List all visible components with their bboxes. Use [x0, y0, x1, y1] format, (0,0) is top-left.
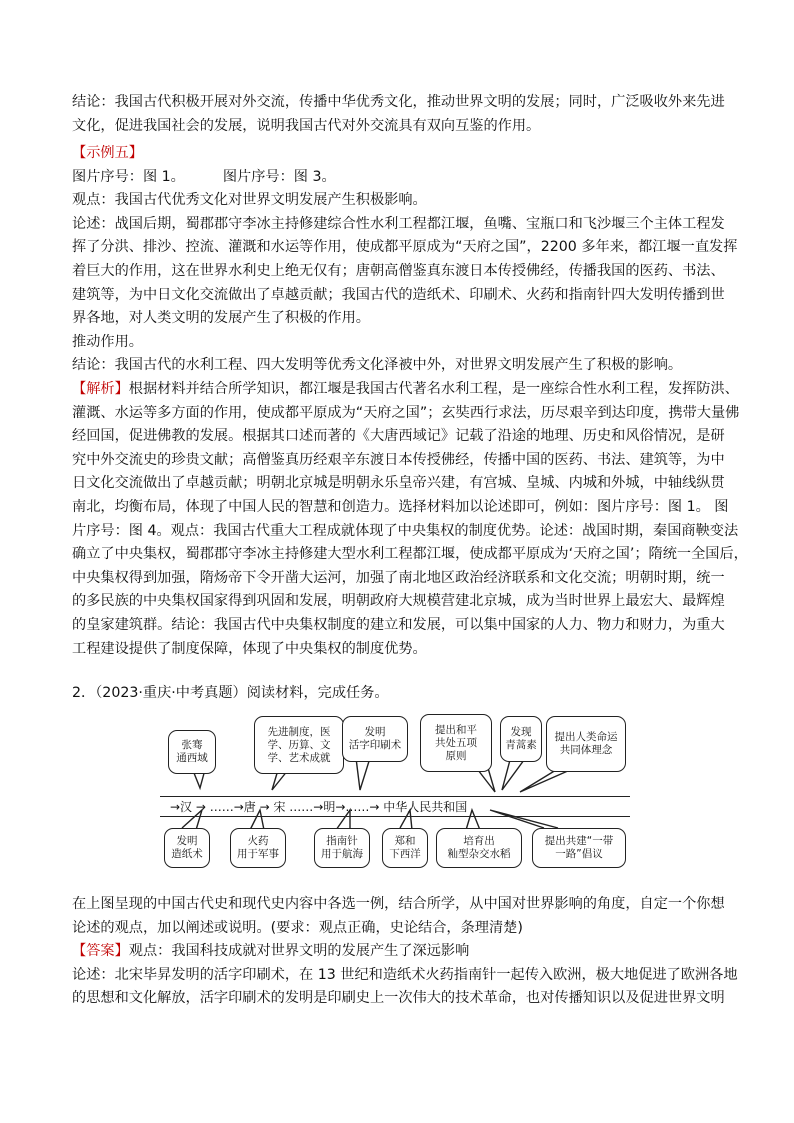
timeline-bottom-rule: [160, 816, 630, 817]
picture-number-line: [72, 166, 722, 190]
text-line: 建筑等，为中日文化交流做出了卓越贡献；我国古代的造纸术、印刷术、火药和指南针四大发明传播到世: [72, 286, 725, 303]
picture-number-1: 图片序号：图 1。: [72, 168, 185, 185]
example-five-heading: 【示例五】: [72, 145, 143, 161]
text-line: 的多民族的中央集权国家得到巩固和发展，明朝政府大规模营建北京城，成为当时世界上最宏大、最辉煌: [72, 593, 725, 610]
text-line: 中央集权得到加强，隋炀帝下令开凿大运河，加强了南北地区政治经济联系和文化交流；明朝时期，统一: [72, 569, 725, 586]
bubble-tang-achievements: 先进制度，医 学、历算、文 学、艺术成就: [254, 716, 344, 774]
task-and-answer: [72, 893, 738, 1011]
timeline-top-rule: [160, 796, 630, 797]
text-line: 着巨大的作用，这在世界水利史上绝无仅有；唐朝高僧鉴真东渡日本传授佛经，传播我国的医药、书法、: [72, 262, 725, 279]
text-line: 文化，促进我国社会的发展，说明我国古代对外交流具有双向互鉴的作用。: [72, 117, 541, 134]
bubble-papermaking: 发明 造纸术: [164, 828, 210, 868]
text-line: 结论：我国古代的水利工程、四大发明等优秀文化泽被中外，对世界文明发展产生了积极的影响。: [72, 357, 683, 374]
text-line: 挥了分洪、排沙、控流、灌溉和水运等作用，使成都平原成为“天府之国”，2200 多年来，都江堰一直发挥: [72, 239, 738, 256]
timeline-diagram: [160, 710, 630, 872]
bubble-gunpowder: 火药 用于军事: [230, 828, 286, 868]
example-five-section: [72, 142, 738, 378]
text-line: 界各地，对人类文明的发展产生了积极的作用。: [72, 310, 370, 327]
bubble-community-future: 提出人类命运 共同体理念: [546, 716, 626, 772]
analysis-label: 【解析】: [72, 381, 129, 397]
text-line: 推动作用。: [72, 333, 143, 350]
text-line: 南北，均衡布局，体现了中国人民的智慧和创造力。选择材料加以论述即可，例如：图片序号：图 1。 图: [72, 498, 729, 515]
text-line: 观点：我国古代优秀文化对世界文明发展产生积极影响。: [72, 192, 427, 209]
text-line: 的皇家建筑群。结论：我国古代中央集权制度的建立和发展，可以集中国家的人力、物力和财力，为重大: [72, 616, 725, 633]
bubble-compass: 指南针 用于航海: [314, 828, 370, 868]
text-line: 经回国，促进佛教的发展。根据其口述而著的《大唐西域记》记载了沿途的地理、历史和风俗情况，是研: [72, 428, 725, 445]
bubble-five-principles: 提出和平 共处五项 原则: [420, 714, 492, 772]
answer-label: 【答案】: [72, 943, 129, 960]
text-line: 日文化交流做出了卓越贡献；明朝北京城是明朝永乐皇帝兴建，有宫城、皇城、内城和外城，中轴线纵贯: [72, 475, 725, 492]
bubble-belt-and-road: 提出共建“一带 一路”倡议: [532, 828, 626, 868]
bubble-movable-type: 发明 活字印刷术: [342, 716, 408, 762]
question-2-title: [72, 682, 722, 706]
text-line: 工程建设提供了制度保障，体现了中央集权的制度优势。: [72, 640, 427, 657]
task-line: 在上图呈现的中国古代史和现代史内容中各选一例，结合所学，从中国对世界影响的角度，自定一个你想: [72, 896, 725, 912]
text-line: 结论：我国古代积极开展对外交流，传播中华优秀文化，推动世界文明的发展；同时，广泛吸收外来先进: [72, 94, 725, 110]
timeline-text: →汉 → ……→唐 → 宋 ……→明→……→ 中华人民共和国: [170, 800, 468, 814]
bubble-zhang-qian: 张骞 通西域: [168, 730, 216, 774]
text-line: 论述：战国后期，蜀郡郡守李冰主持修建综合性水利工程都江堰，鱼嘴、宝瓶口和飞沙堰三个主体工程发: [72, 215, 725, 232]
answer-first-line: [72, 940, 722, 964]
picture-number-2: 图片序号：图 3。: [222, 168, 336, 185]
text-line: 灌溉、水运等多方面的作用，使成都平原成为“天府之国”；玄奘西行求法，历尽艰辛到达印度，携带大量佛: [72, 404, 740, 421]
bubble-hybrid-rice: 培育出 籼型杂交水稻: [436, 828, 522, 868]
bubble-zheng-he: 郑和 下西洋: [382, 828, 428, 868]
text-line: 片序号：图 4。观点：我国古代重大工程成就体现了中央集权的制度优势。论述：战国时期，秦国商鞅变法: [72, 522, 739, 539]
answer-line: 论述：北宋毕昇发明的活字印刷术，在 13 世纪和造纸术火药指南针一起传入欧洲，极大地促进了欧洲各地: [72, 966, 738, 983]
bubble-artemisinin: 发现 青蒿素: [500, 716, 542, 762]
text-line: 究中外交流史的珍贵文献；高僧鉴真历经艰辛东渡日本传授佛经，传播中国的医药、书法、建筑等，为中: [72, 451, 725, 468]
analysis-section: [72, 378, 748, 661]
task-line: 论述的观点，加以阐述或说明。(要求：观点正确，史论结合，条理清楚): [72, 919, 523, 936]
question-title: 2．（2023·重庆·中考真题）阅读材料，完成任务。: [72, 685, 389, 701]
conclusion-paragraph: [72, 91, 725, 138]
text-line: 确立了中央集权，蜀郡郡守李冰主持修建大型水利工程都江堰，使成都平原成为‘天府之国’；隋统一全国后，: [72, 546, 748, 563]
answer-viewpoint: 观点：我国科技成就对世界文明的发展产生了深远影响: [128, 943, 470, 960]
analysis-text: 根据材料并结合所学知识，都江堰是我国古代著名水利工程，是一座综合性水利工程，发挥防洪、: [128, 381, 739, 397]
analysis-first-line: [72, 378, 739, 402]
answer-line: 的思想和文化解放，活字印刷术的发明是印刷史上一次伟大的技术革命，也对传播知识以及促进世界文明: [72, 990, 725, 1007]
